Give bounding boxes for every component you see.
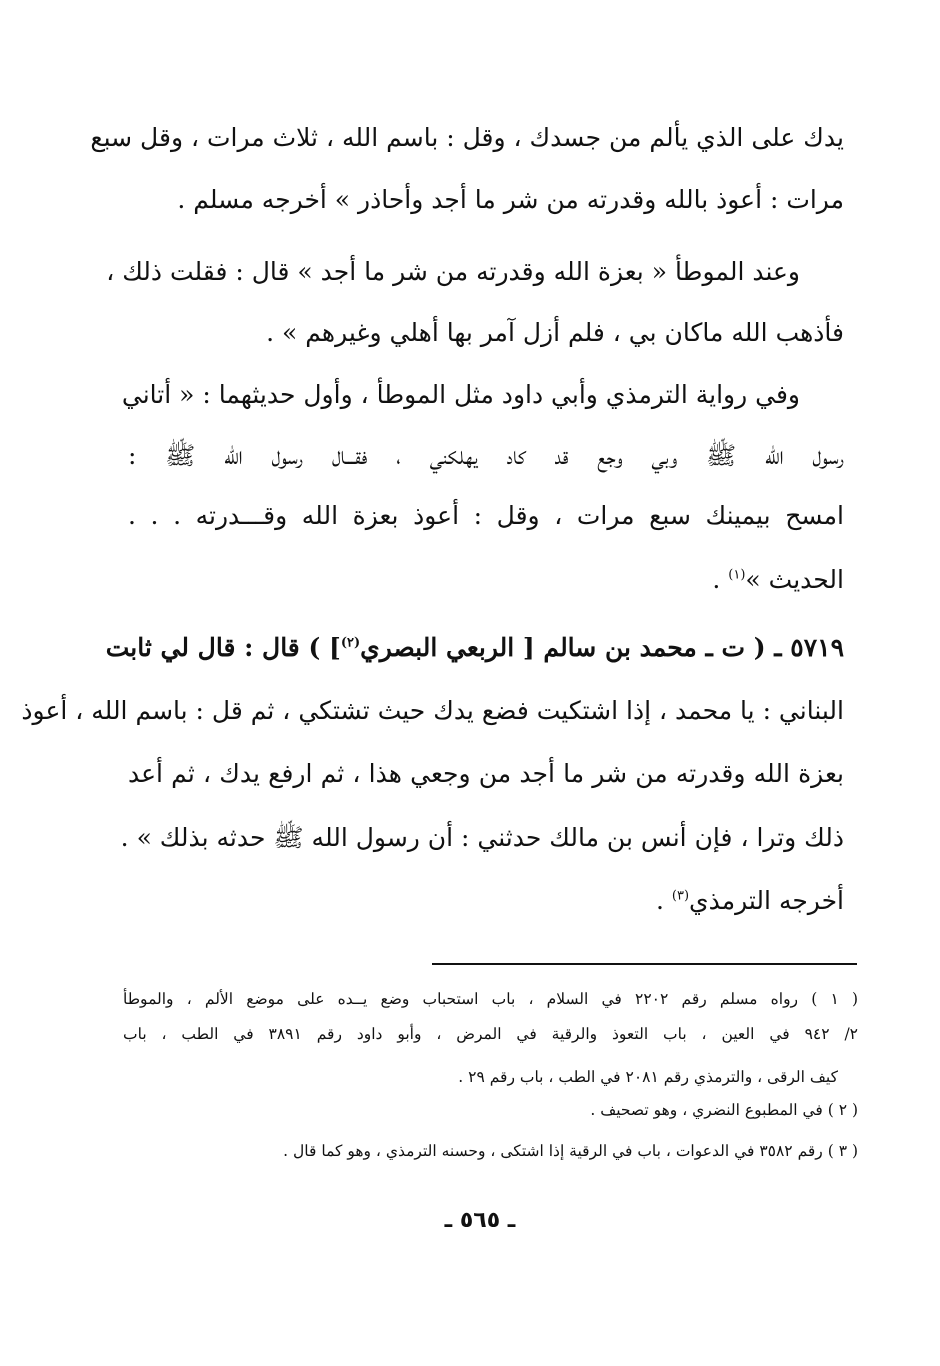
text-line: مرات : أعوذ بالله وقدرته من شر ما أجد وأحاذر » أخرجه مسلم . <box>177 185 844 214</box>
text-line: فأذهب الله ماكان بي ، فلم أزل آمر بها أهلي وغيرهم » . <box>266 318 844 347</box>
page-number: ـ ٥٦٥ ـ <box>444 1208 516 1233</box>
text-line <box>128 881 844 921</box>
footnote-1-cont: كيف الرقى ، والترمذي رقم ٢٠٨١ في الطب ، باب رقم ٢٩ . <box>458 1068 838 1086</box>
text-line: امسح بيمينك سبع مرات ، وقل : أعوذ بعزة الله وقـــدرته . . . <box>128 501 844 530</box>
text-line: وعند الموطأ « بعزة الله وقدرته من شر ما أجد » قال : فقلت ذلك ، <box>106 257 800 286</box>
footnote-1: ( ١ ) رواه مسلم رقم ٢٢٠٢ في السلام ، باب استحباب وضع يــده على موضع الألم ، والموطأ <box>123 990 858 1008</box>
footnote-2: ( ٢ ) في المطبوع النضري ، وهو تصحيف . <box>590 1101 858 1119</box>
text-line: البناني : يا محمد ، إذا اشتكيت فضع يدك حيث تشتكي ، ثم قل : باسم الله ، أعوذ <box>21 696 844 725</box>
text-line: يدك على الذي يألم من جسدك ، وقل : باسم الله ، ثلاث مرات ، وقل سبع <box>90 123 844 152</box>
text-segment: أخرجه الترمذي <box>689 886 844 915</box>
footnote-marker-1: (١) <box>728 567 746 583</box>
footnote-1-cont: ٢/ ٩٤٢ في العين ، باب التعوذ والرقية في المرض ، وأبو داود رقم ٣٨٩١ في الطب ، باب <box>123 1025 858 1043</box>
footnote-3: ( ٣ ) رقم ٣٥٨٢ في الدعوات ، باب في الرقية إذا اشتكى ، وحسنه الترمذي ، وهو كما قال . <box>283 1142 858 1160</box>
footnote-marker-2: (٢) <box>340 635 361 651</box>
text-segment: الحديث » <box>745 565 844 594</box>
hadith-number-narrator: ٥٧١٩ ـ ( ت ـ محمد بن سالم [ الربعي البصري <box>360 633 844 662</box>
sentence-end: . <box>712 565 721 594</box>
text-line: وفي رواية الترمذي وأبي داود مثل الموطأ ، وأول حديثهما : « أتاني <box>121 380 800 409</box>
footnote-separator <box>432 963 857 965</box>
text-line <box>128 560 844 600</box>
footnote-marker-3: (٣) <box>671 888 690 904</box>
text-line: بعزة الله وقدرته من شر ما أجد من وجعي هذا ، ثم ارفع يدك ، ثم أعد <box>128 759 844 788</box>
hadith-heading-cont: ] ) قال : قال لي ثابت <box>105 633 341 662</box>
text-line: رسول الله ﷺ وبي وجع قد كاد يهلكني ، فقـــال رسول الله ﷺ : <box>128 441 844 470</box>
hadith-heading <box>105 628 844 668</box>
text-line: ذلك وترا ، فإن أنس بن مالك حدثني : أن رسول الله ﷺ حدثه بذلك » . <box>120 823 844 852</box>
sentence-end: . <box>655 886 664 915</box>
